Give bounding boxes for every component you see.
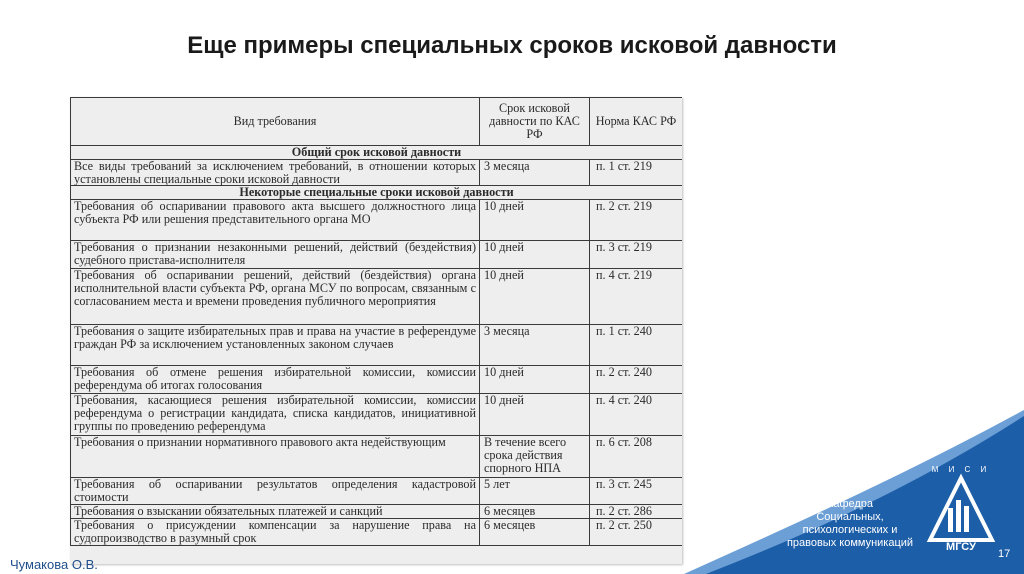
requirement-cell: Требования об отмене решения избирательной комиссии, комиссии референдума об итогах голосования (71, 366, 480, 394)
norma-cell: п. 3 ст. 219 (590, 241, 683, 269)
term-cell: В течение всего срока действия спорного НПА (480, 436, 590, 478)
logo-text: МГСУ (946, 541, 976, 552)
section-title: Некоторые специальные сроки исковой давности (71, 186, 683, 200)
table-row (71, 519, 683, 546)
norma-cell: п. 1 ст. 240 (590, 325, 683, 366)
requirement-cell: Требования о признании нормативного правового акта недействующим (71, 436, 480, 478)
term-cell: 10 дней (480, 394, 590, 436)
norma-cell: п. 4 ст. 240 (590, 394, 683, 436)
table-row (71, 325, 683, 366)
mgsu-logo (926, 460, 996, 557)
requirement-cell: Требования об оспаривании решений, действий (бездействия) органа исполнительной власти субъекта РФ, органа МСУ по вопросам, связанным с согласованием места и времени проведения публичного мероприятия (71, 269, 480, 325)
department-line: психологических и (802, 524, 898, 536)
norma-cell: п. 3 ст. 245 (590, 478, 683, 505)
table-header-row (71, 98, 683, 146)
term-cell: 3 месяца (480, 159, 590, 186)
norma-cell: п. 2 ст. 219 (590, 200, 683, 241)
author-name: Чумакова О.В. (10, 557, 98, 572)
requirement-cell: Требования, касающиеся решения избирательной комиссии, комиссии референдума о регистрации кандидата, списка кандидатов, инициативной группы по проведению референдума (71, 394, 480, 436)
department-name (766, 498, 934, 550)
term-cell: 10 дней (480, 241, 590, 269)
norma-cell: п. 1 ст. 219 (590, 159, 683, 186)
term-cell: 5 лет (480, 478, 590, 505)
logo-letters: М И С И (931, 465, 991, 474)
term-cell: 6 месяцев (480, 519, 590, 546)
requirement-cell: Требования об оспаривании результатов определения кадастровой стоимости (71, 478, 480, 505)
page-number: 17 (998, 548, 1011, 560)
header-cell: Вид требования (71, 98, 480, 146)
section-row (71, 186, 683, 200)
table-row (71, 366, 683, 394)
term-cell: 10 дней (480, 269, 590, 325)
norma-cell: п. 2 ст. 250 (590, 519, 683, 546)
table-row (71, 436, 683, 478)
norma-cell: п. 6 ст. 208 (590, 436, 683, 478)
norma-cell: п. 4 ст. 219 (590, 269, 683, 325)
table-row (71, 241, 683, 269)
term-cell: 10 дней (480, 200, 590, 241)
requirement-cell: Требования о взыскании обязательных платежей и санкций (71, 505, 480, 519)
section-title: Общий срок исковой давности (71, 146, 683, 160)
requirement-cell: Требования о присуждении компенсации за нарушение права на судопроизводство в разумный срок (71, 519, 480, 546)
term-cell: 6 месяцев (480, 505, 590, 519)
table-row (71, 478, 683, 505)
table-row (71, 200, 683, 241)
section-row (71, 146, 683, 160)
norma-cell: п. 2 ст. 240 (590, 366, 683, 394)
table-row (71, 269, 683, 325)
department-line: Социальных, (816, 511, 884, 523)
department-line: правовых коммуникаций (786, 537, 914, 549)
norma-cell: п. 2 ст. 286 (590, 505, 683, 519)
table-body (71, 146, 683, 546)
department-line: Кафедра (826, 498, 874, 510)
header-cell: Норма КАС РФ (590, 98, 683, 146)
requirement-cell: Требования о защите избирательных прав и права на участие в референдуме граждан РФ за исключением установленных законом случаев (71, 325, 480, 366)
table-row (71, 394, 683, 436)
table-row (71, 505, 683, 519)
requirement-cell: Все виды требований за исключением требований, в отношении которых установлены специальные сроки исковой давности (71, 159, 480, 186)
requirement-cell: Требования о признании незаконными решений, действий (бездействия) судебного пристава-исполнителя (71, 241, 480, 269)
statute-table (70, 97, 682, 546)
statute-table-image (70, 97, 682, 564)
table-row (71, 159, 683, 186)
requirement-cell: Требования об оспаривании правового акта высшего должностного лица субъекта РФ или решения представительного органа МО (71, 200, 480, 241)
header-cell: Срок исковой давности по КАС РФ (480, 98, 590, 146)
term-cell: 3 месяца (480, 325, 590, 366)
slide-title: Еще примеры специальных сроков исковой давности (187, 32, 837, 59)
term-cell: 10 дней (480, 366, 590, 394)
